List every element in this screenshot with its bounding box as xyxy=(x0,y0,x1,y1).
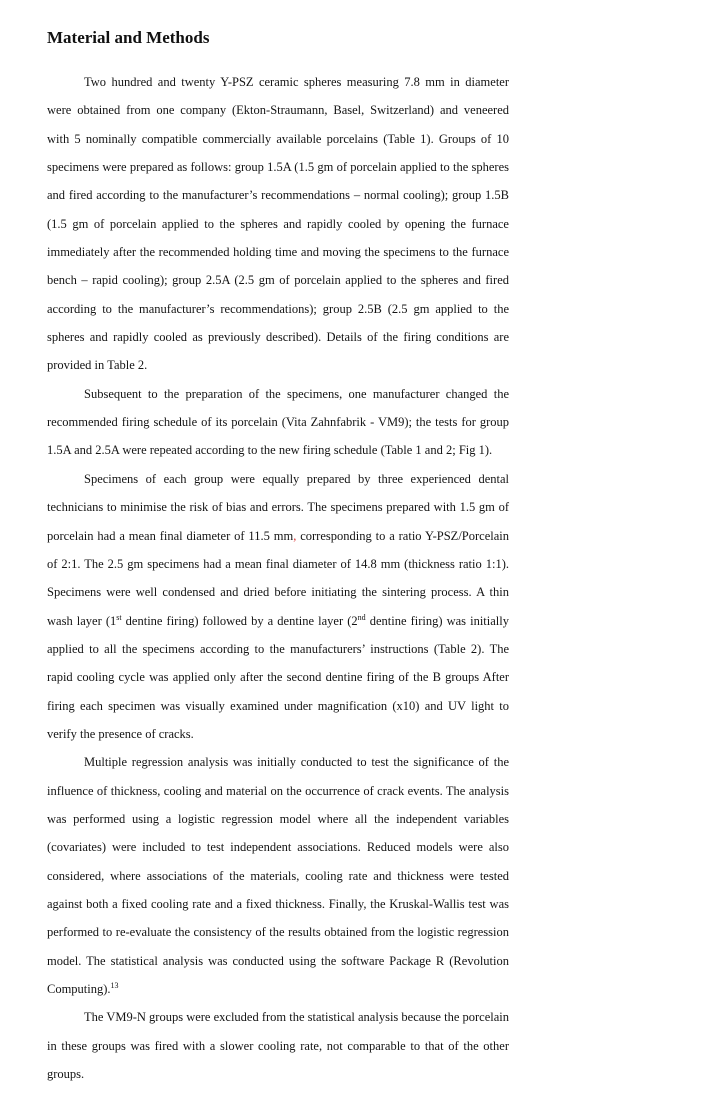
superscript: st xyxy=(116,612,122,622)
superscript: 13 xyxy=(110,980,119,990)
text-segment: corresponding to a ratio Y-PSZ/Porcelain of 2:1. The 2.5 gm specimens had a mean final diameter of 14.8 mm (thickness ratio 1:1). Specimens were well condensed and dried before initiating the sintering process. A thin wash layer (1 xyxy=(47,528,509,628)
paragraph xyxy=(47,380,509,465)
paragraph xyxy=(47,465,509,748)
paragraph xyxy=(47,748,509,1003)
text-segment: The VM9-N groups were excluded from the statistical analysis because the porcelain in these groups was fired with a slower cooling rate, not comparable to that of the other groups. xyxy=(47,1010,509,1082)
tracked-change-comma: , xyxy=(293,528,297,543)
text-segment: Specimens of each group were equally prepared by three experienced dental technicians to minimise the risk of bias and errors. The specimens prepared with 1.5 gm of porcelain had a mean final diameter of 11.5 mm xyxy=(47,471,509,543)
paragraph xyxy=(47,68,509,380)
superscript: nd xyxy=(357,612,366,622)
text-segment: dentine firing) was initially applied to all the specimens according to the manufacturers’ instructions (Table 2). The rapid cooling cycle was applied only after the second dentine firing of the B groups After firing each specimen was visually examined under magnification (x10) and UV light to verify the presence of cracks. xyxy=(47,613,509,741)
text-segment: Multiple regression analysis was initially conducted to test the significance of the influence of thickness, cooling and material on the occurrence of crack events. The analysis was performed using a logistic regression model where all the independent variables (covariates) were included to test independent associations. Reduced models were also considered, where associations of the materials, cooling rate and thickness were tested against both a fixed cooling rate and a fixed thickness. Finally, the Kruskal-Wallis test was performed to re-evaluate the consistency of the results obtained from the logistic regression model. The statistical analysis was conducted using the software Package R (Revolution Computing). xyxy=(47,755,509,996)
text-segment: dentine firing) followed by a dentine layer (2 xyxy=(121,613,358,628)
paragraph xyxy=(47,1003,509,1088)
text-segment: Two hundred and twenty Y-PSZ ceramic spheres measuring 7.8 mm in diameter were obtained from one company (Ekton-Straumann, Basel, Switzerland) and veneered with 5 nominally compatible commercially available porcelains (Table 1). Groups of 10 specimens were prepared as follows: group 1.5A (1.5 gm of porcelain applied to the spheres and fired according to the manufacturer’s recommendations – normal cooling); group 1.5B (1.5 gm of porcelain applied to the spheres and rapidly cooled by opening the furnace immediately after the recommended holding time and moving the specimens to the furnace bench – rapid cooling); group 2.5A (2.5 gm of porcelain applied to the spheres and fired according to the manufacturer’s recommendations); group 2.5B (2.5 gm applied to the spheres and rapidly cooled as previously described). Details of the firing conditions are provided in Table 2. xyxy=(47,75,509,373)
section-heading: Material and Methods xyxy=(47,28,210,47)
text-segment: Subsequent to the preparation of the specimens, one manufacturer changed the recommended firing schedule of its porcelain (Vita Zahnfabrik - VM9); the tests for group 1.5A and 2.5A were repeated according to the new firing schedule (Table 1 and 2; Fig 1). xyxy=(47,386,509,458)
body-text xyxy=(47,68,509,1088)
text-column xyxy=(47,26,509,1088)
